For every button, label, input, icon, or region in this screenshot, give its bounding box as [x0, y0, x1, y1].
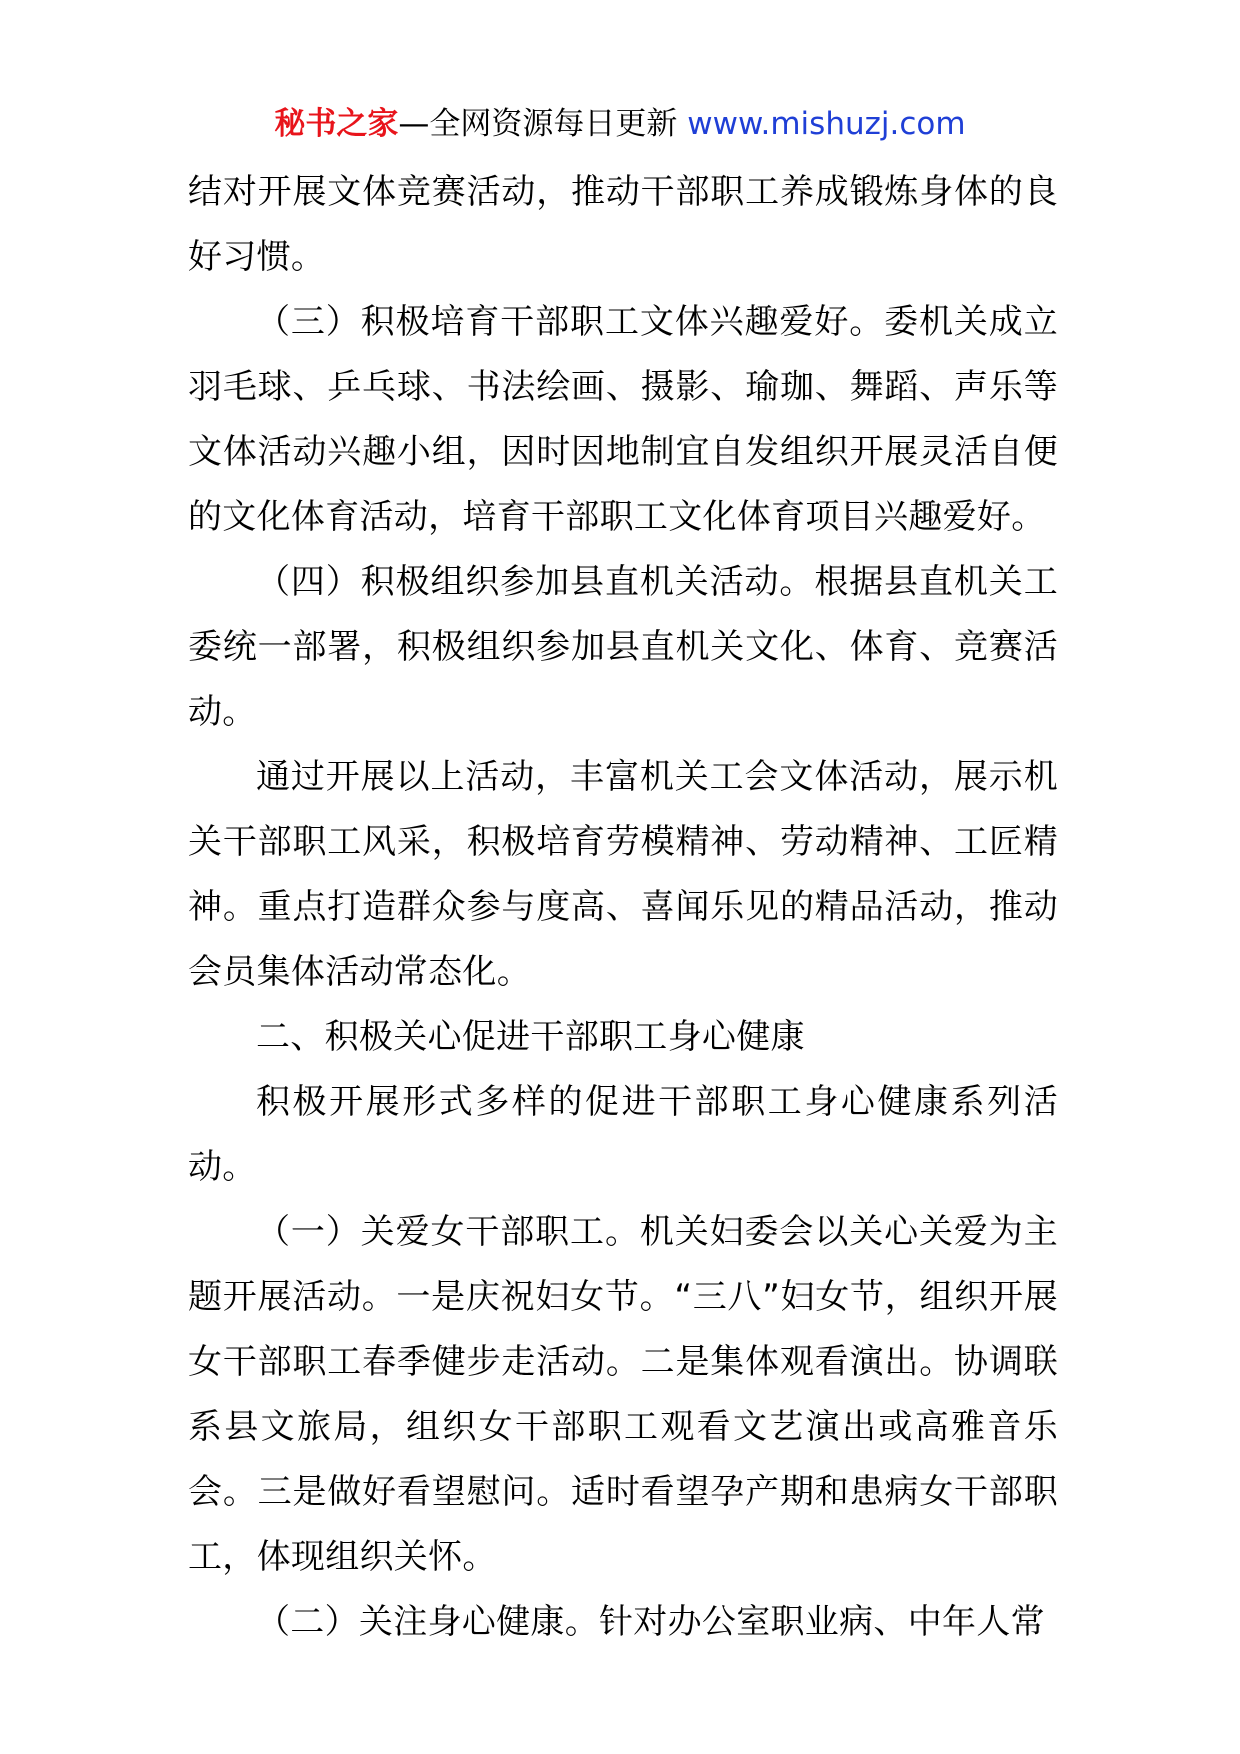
brand-name: 秘书之家 — [274, 106, 399, 142]
paragraph-section-4: （四）积极组织参加县直机关活动。根据县直机关工委统一部署，积极组织参加县直机关文化、体育、竞赛活动。 — [188, 562, 1058, 732]
section-heading-2: 二、积极关心促进干部职工身心健康 — [256, 1017, 805, 1057]
paragraph-summary: 通过开展以上活动，丰富机关工会文体活动，展示机关干部职工风采，积极培育劳模精神、劳动精神、工匠精神。重点打造群众参与度高、喜闻乐见的精品活动，推动会员集体活动常态化。 — [188, 757, 1058, 992]
site-header — [0, 100, 1240, 148]
site-url[interactable]: www.mishuzj.com — [687, 106, 966, 142]
document-body — [188, 160, 1058, 1655]
paragraph-subsection-1: （一）关爱女干部职工。机关妇委会以关心关爱为主题开展活动。一是庆祝妇女节。“三八”妇女节，组织开展女干部职工春季健步走活动。二是集体观看演出。协调联系县文旅局，组织女干部职工观看文艺演出或高雅音乐会。三是做好看望慰问。适时看望孕产期和患病女干部职工，体现组织关怀。 — [188, 1212, 1058, 1577]
site-slogan: —全网资源每日更新 — [398, 106, 688, 142]
paragraph-intro: 积极开展形式多样的促进干部职工身心健康系列活动。 — [188, 1082, 1058, 1187]
paragraph-continuation: 结对开展文体竞赛活动，推动干部职工养成锻炼身体的良好习惯。 — [188, 172, 1058, 277]
paragraph-section-3: （三）积极培育干部职工文体兴趣爱好。委机关成立羽毛球、乒乓球、书法绘画、摄影、瑜珈、舞蹈、声乐等文体活动兴趣小组，因时因地制宜自发组织开展灵活自便的文化体育活动，培育干部职工文化体育项目兴趣爱好。 — [188, 302, 1058, 537]
paragraph-subsection-2: （二）关注身心健康。针对办公室职业病、中年人常 — [256, 1602, 1045, 1642]
